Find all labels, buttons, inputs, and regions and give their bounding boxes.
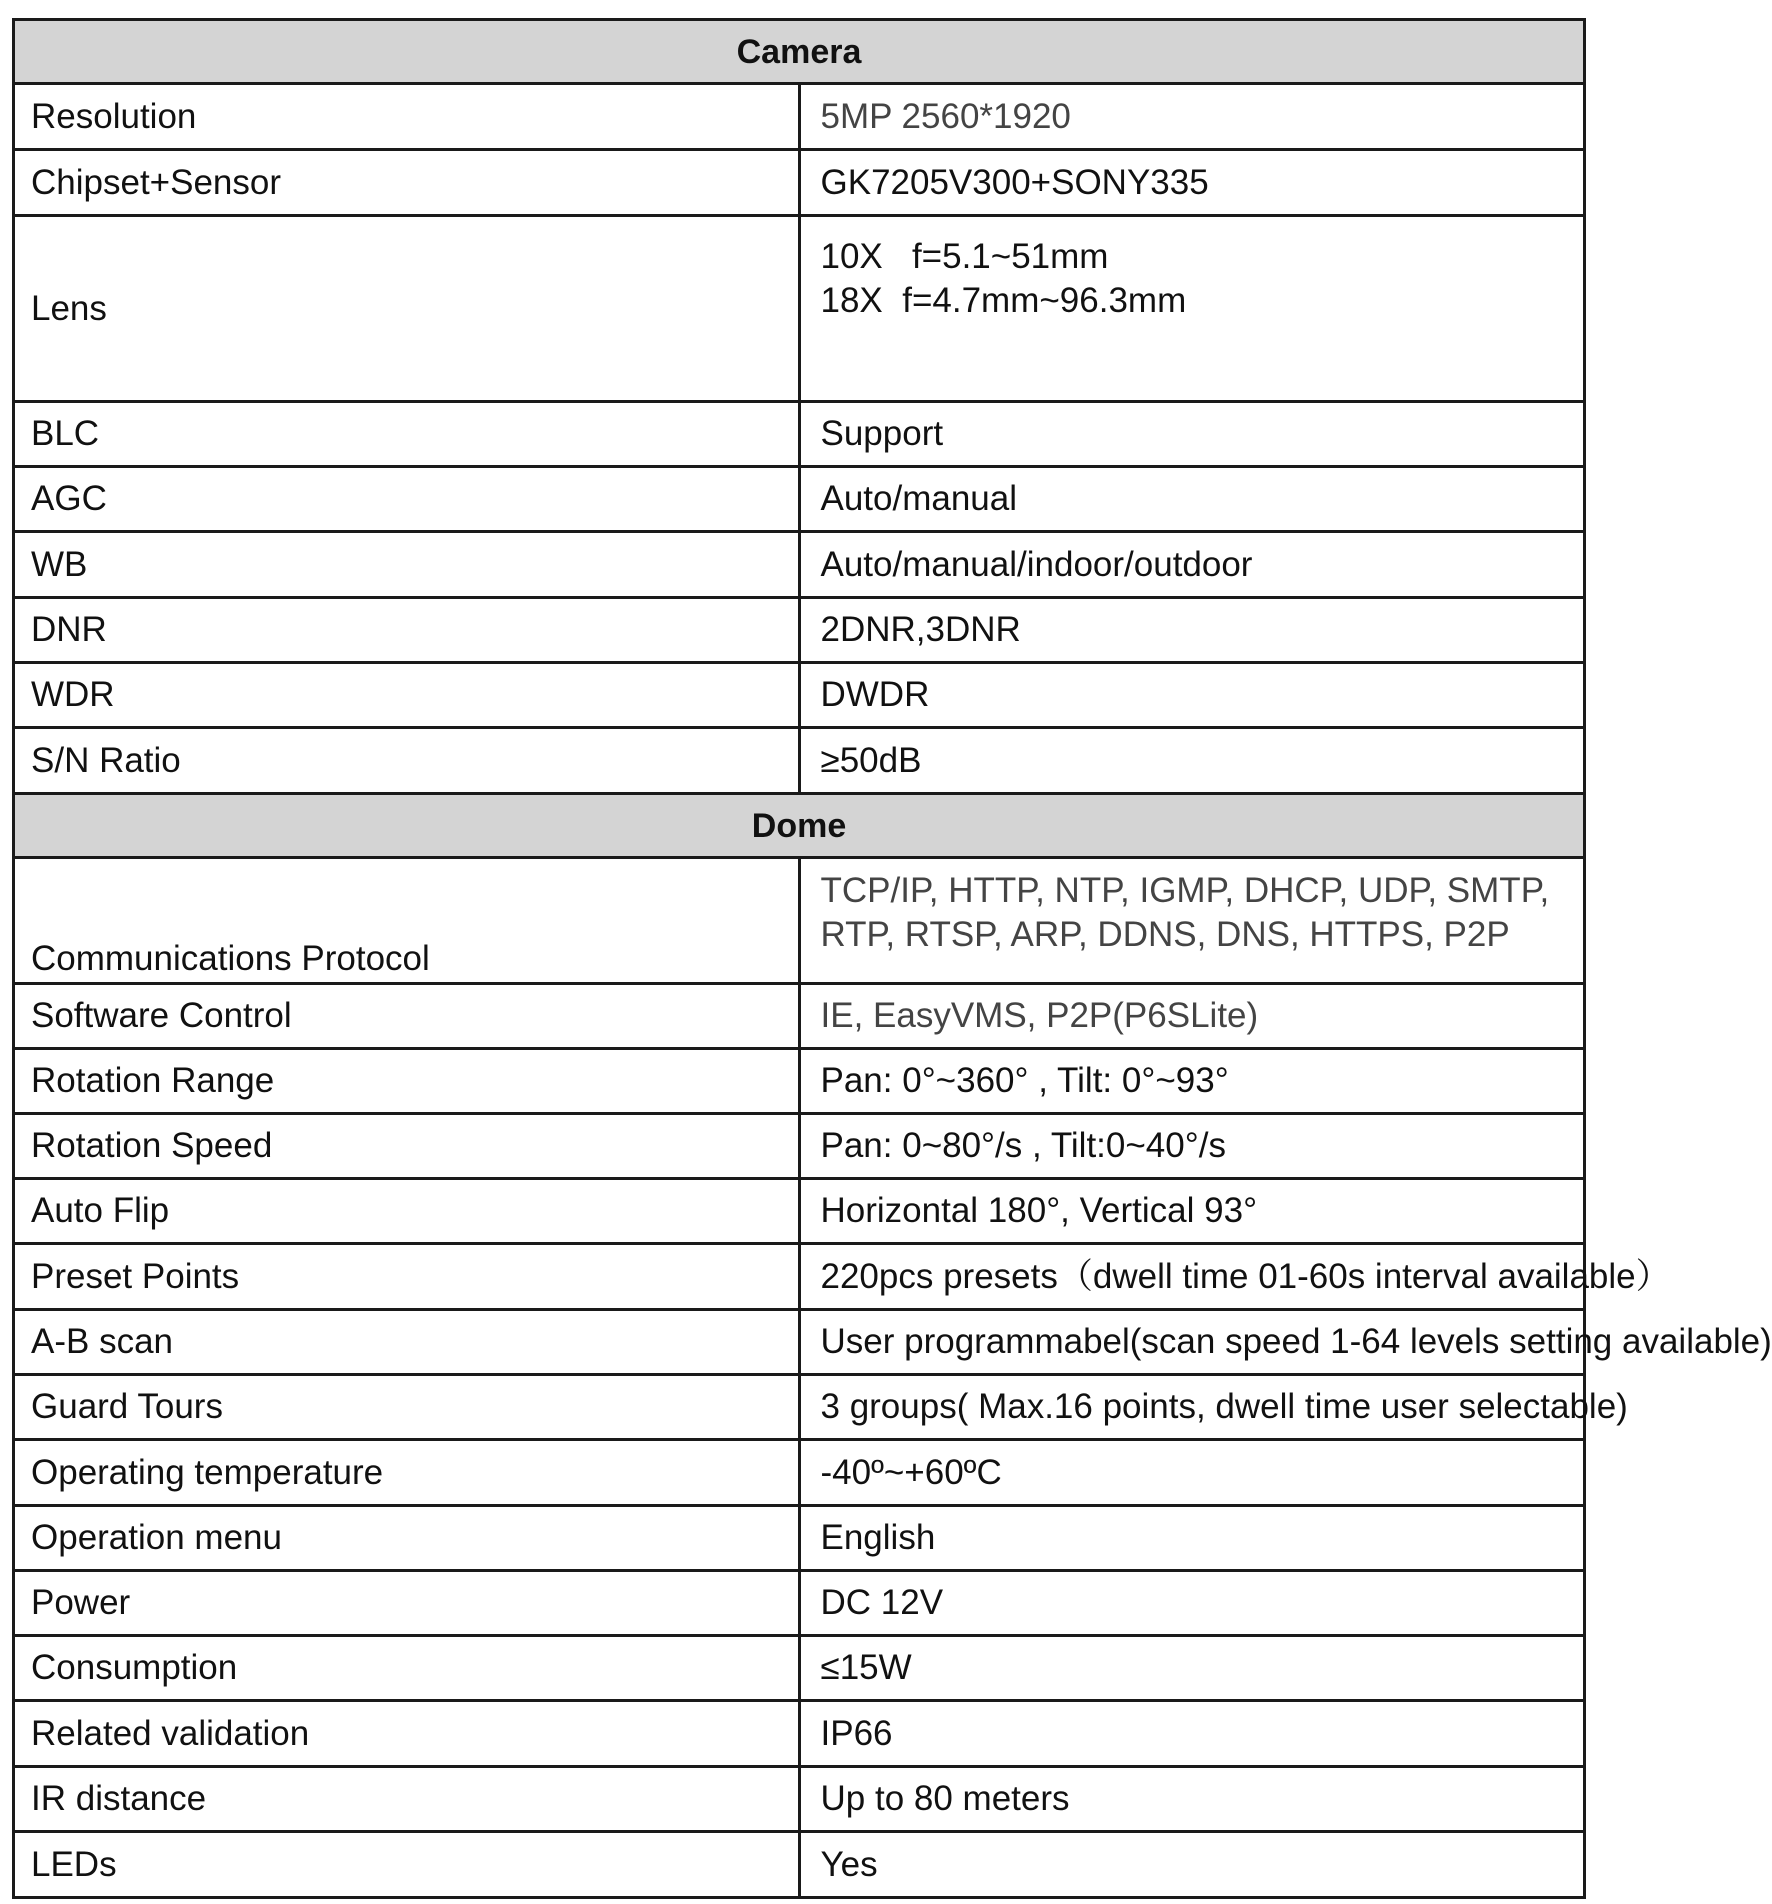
spec-label-wdr: WDR xyxy=(14,663,800,728)
spec-row xyxy=(14,1440,1585,1506)
lens-line-2: 18X f=4.7mm~96.3mm xyxy=(820,281,1187,320)
spec-row xyxy=(14,1310,1585,1375)
spec-value-auto-flip: Horizontal 180°, Vertical 93° xyxy=(799,1179,1585,1244)
spec-row xyxy=(14,1506,1585,1571)
spec-row xyxy=(14,150,1585,216)
spec-row xyxy=(14,1767,1585,1832)
spec-label-auto-flip: Auto Flip xyxy=(14,1179,800,1244)
spec-row xyxy=(14,1701,1585,1767)
spec-value-ir-distance: Up to 80 meters xyxy=(799,1767,1585,1832)
spec-row xyxy=(14,858,1585,984)
spec-label-rotation-range: Rotation Range xyxy=(14,1049,800,1114)
spec-row xyxy=(14,984,1585,1049)
section-header-row xyxy=(14,794,1585,858)
section-header-row xyxy=(14,20,1585,84)
spec-value-lens xyxy=(799,216,1585,402)
lens-line-1: 10X f=5.1~51mm xyxy=(820,237,1109,276)
spec-row xyxy=(14,1636,1585,1701)
spec-value-dnr: 2DNR,3DNR xyxy=(799,598,1585,663)
spec-row xyxy=(14,1244,1585,1310)
spec-value-chipset: GK7205V300+SONY335 xyxy=(799,150,1585,216)
section-title-dome: Dome xyxy=(14,794,1585,858)
spec-value-operating-temperature: -40º~+60ºC xyxy=(799,1440,1585,1506)
spec-label-preset-points: Preset Points xyxy=(14,1244,800,1310)
spec-value-rotation-range: Pan: 0°~360° , Tilt: 0°~93° xyxy=(799,1049,1585,1114)
spec-label-operation-menu: Operation menu xyxy=(14,1506,800,1571)
spec-label-operating-temperature: Operating temperature xyxy=(14,1440,800,1506)
spec-label-sn-ratio: S/N Ratio xyxy=(14,728,800,794)
spec-label-software-control: Software Control xyxy=(14,984,800,1049)
spec-label-ir-distance: IR distance xyxy=(14,1767,800,1832)
spec-label-lens: Lens xyxy=(14,216,800,402)
spec-row xyxy=(14,728,1585,794)
spec-row xyxy=(14,598,1585,663)
spec-table xyxy=(12,18,1772,1899)
spec-value-wdr: DWDR xyxy=(799,663,1585,728)
spec-value-sn-ratio: ≥50dB xyxy=(799,728,1585,794)
spec-label-power: Power xyxy=(14,1571,800,1636)
spec-row xyxy=(14,1179,1585,1244)
spec-row xyxy=(14,467,1585,532)
spec-row xyxy=(14,1114,1585,1179)
spec-value-operation-menu: English xyxy=(799,1506,1585,1571)
spec-value-blc: Support xyxy=(799,402,1585,467)
spec-label-protocol: Communications Protocol xyxy=(14,858,800,984)
spec-label-dnr: DNR xyxy=(14,598,800,663)
spec-label-wb: WB xyxy=(14,532,800,598)
spec-value-preset-points: 220pcs presets（dwell time 01-60s interval available） xyxy=(799,1244,1585,1310)
spec-value-agc: Auto/manual xyxy=(799,467,1585,532)
spec-label-leds: LEDs xyxy=(14,1832,800,1898)
spec-label-ab-scan: A-B scan xyxy=(14,1310,800,1375)
spec-label-rotation-speed: Rotation Speed xyxy=(14,1114,800,1179)
spec-row xyxy=(14,84,1585,150)
spec-value-software-control: IE, EasyVMS, P2P(P6SLite) xyxy=(799,984,1585,1049)
section-title-camera: Camera xyxy=(14,20,1585,84)
spec-value-rotation-speed: Pan: 0~80°/s , Tilt:0~40°/s xyxy=(799,1114,1585,1179)
spec-value-consumption: ≤15W xyxy=(799,1636,1585,1701)
spec-label-blc: BLC xyxy=(14,402,800,467)
spec-value-leds: Yes xyxy=(799,1832,1585,1898)
spec-label-related-validation: Related validation xyxy=(14,1701,800,1767)
spec-value-wb: Auto/manual/indoor/outdoor xyxy=(799,532,1585,598)
spec-row xyxy=(14,663,1585,728)
spec-row xyxy=(14,1571,1585,1636)
spec-value-ab-scan: User programmabel(scan speed 1-64 levels setting available) xyxy=(799,1310,1585,1375)
spec-value-related-validation: IP66 xyxy=(799,1701,1585,1767)
spec-row xyxy=(14,532,1585,598)
spec-value-power: DC 12V xyxy=(799,1571,1585,1636)
spec-row xyxy=(14,216,1585,402)
spec-row xyxy=(14,1375,1585,1440)
spec-label-agc: AGC xyxy=(14,467,800,532)
spec-label-chipset: Chipset+Sensor xyxy=(14,150,800,216)
spec-row xyxy=(14,402,1585,467)
spec-value-guard-tours: 3 groups( Max.16 points, dwell time user selectable) xyxy=(799,1375,1585,1440)
spec-value-protocol: TCP/IP, HTTP, NTP, IGMP, DHCP, UDP, SMTP, RTP, RTSP, ARP, DDNS, DNS, HTTPS, P2P xyxy=(799,858,1585,984)
spec-value-resolution: 5MP 2560*1920 xyxy=(799,84,1585,150)
spec-label-guard-tours: Guard Tours xyxy=(14,1375,800,1440)
spec-row xyxy=(14,1049,1585,1114)
spec-label-resolution: Resolution xyxy=(14,84,800,150)
spec-row xyxy=(14,1832,1585,1898)
spec-label-consumption: Consumption xyxy=(14,1636,800,1701)
